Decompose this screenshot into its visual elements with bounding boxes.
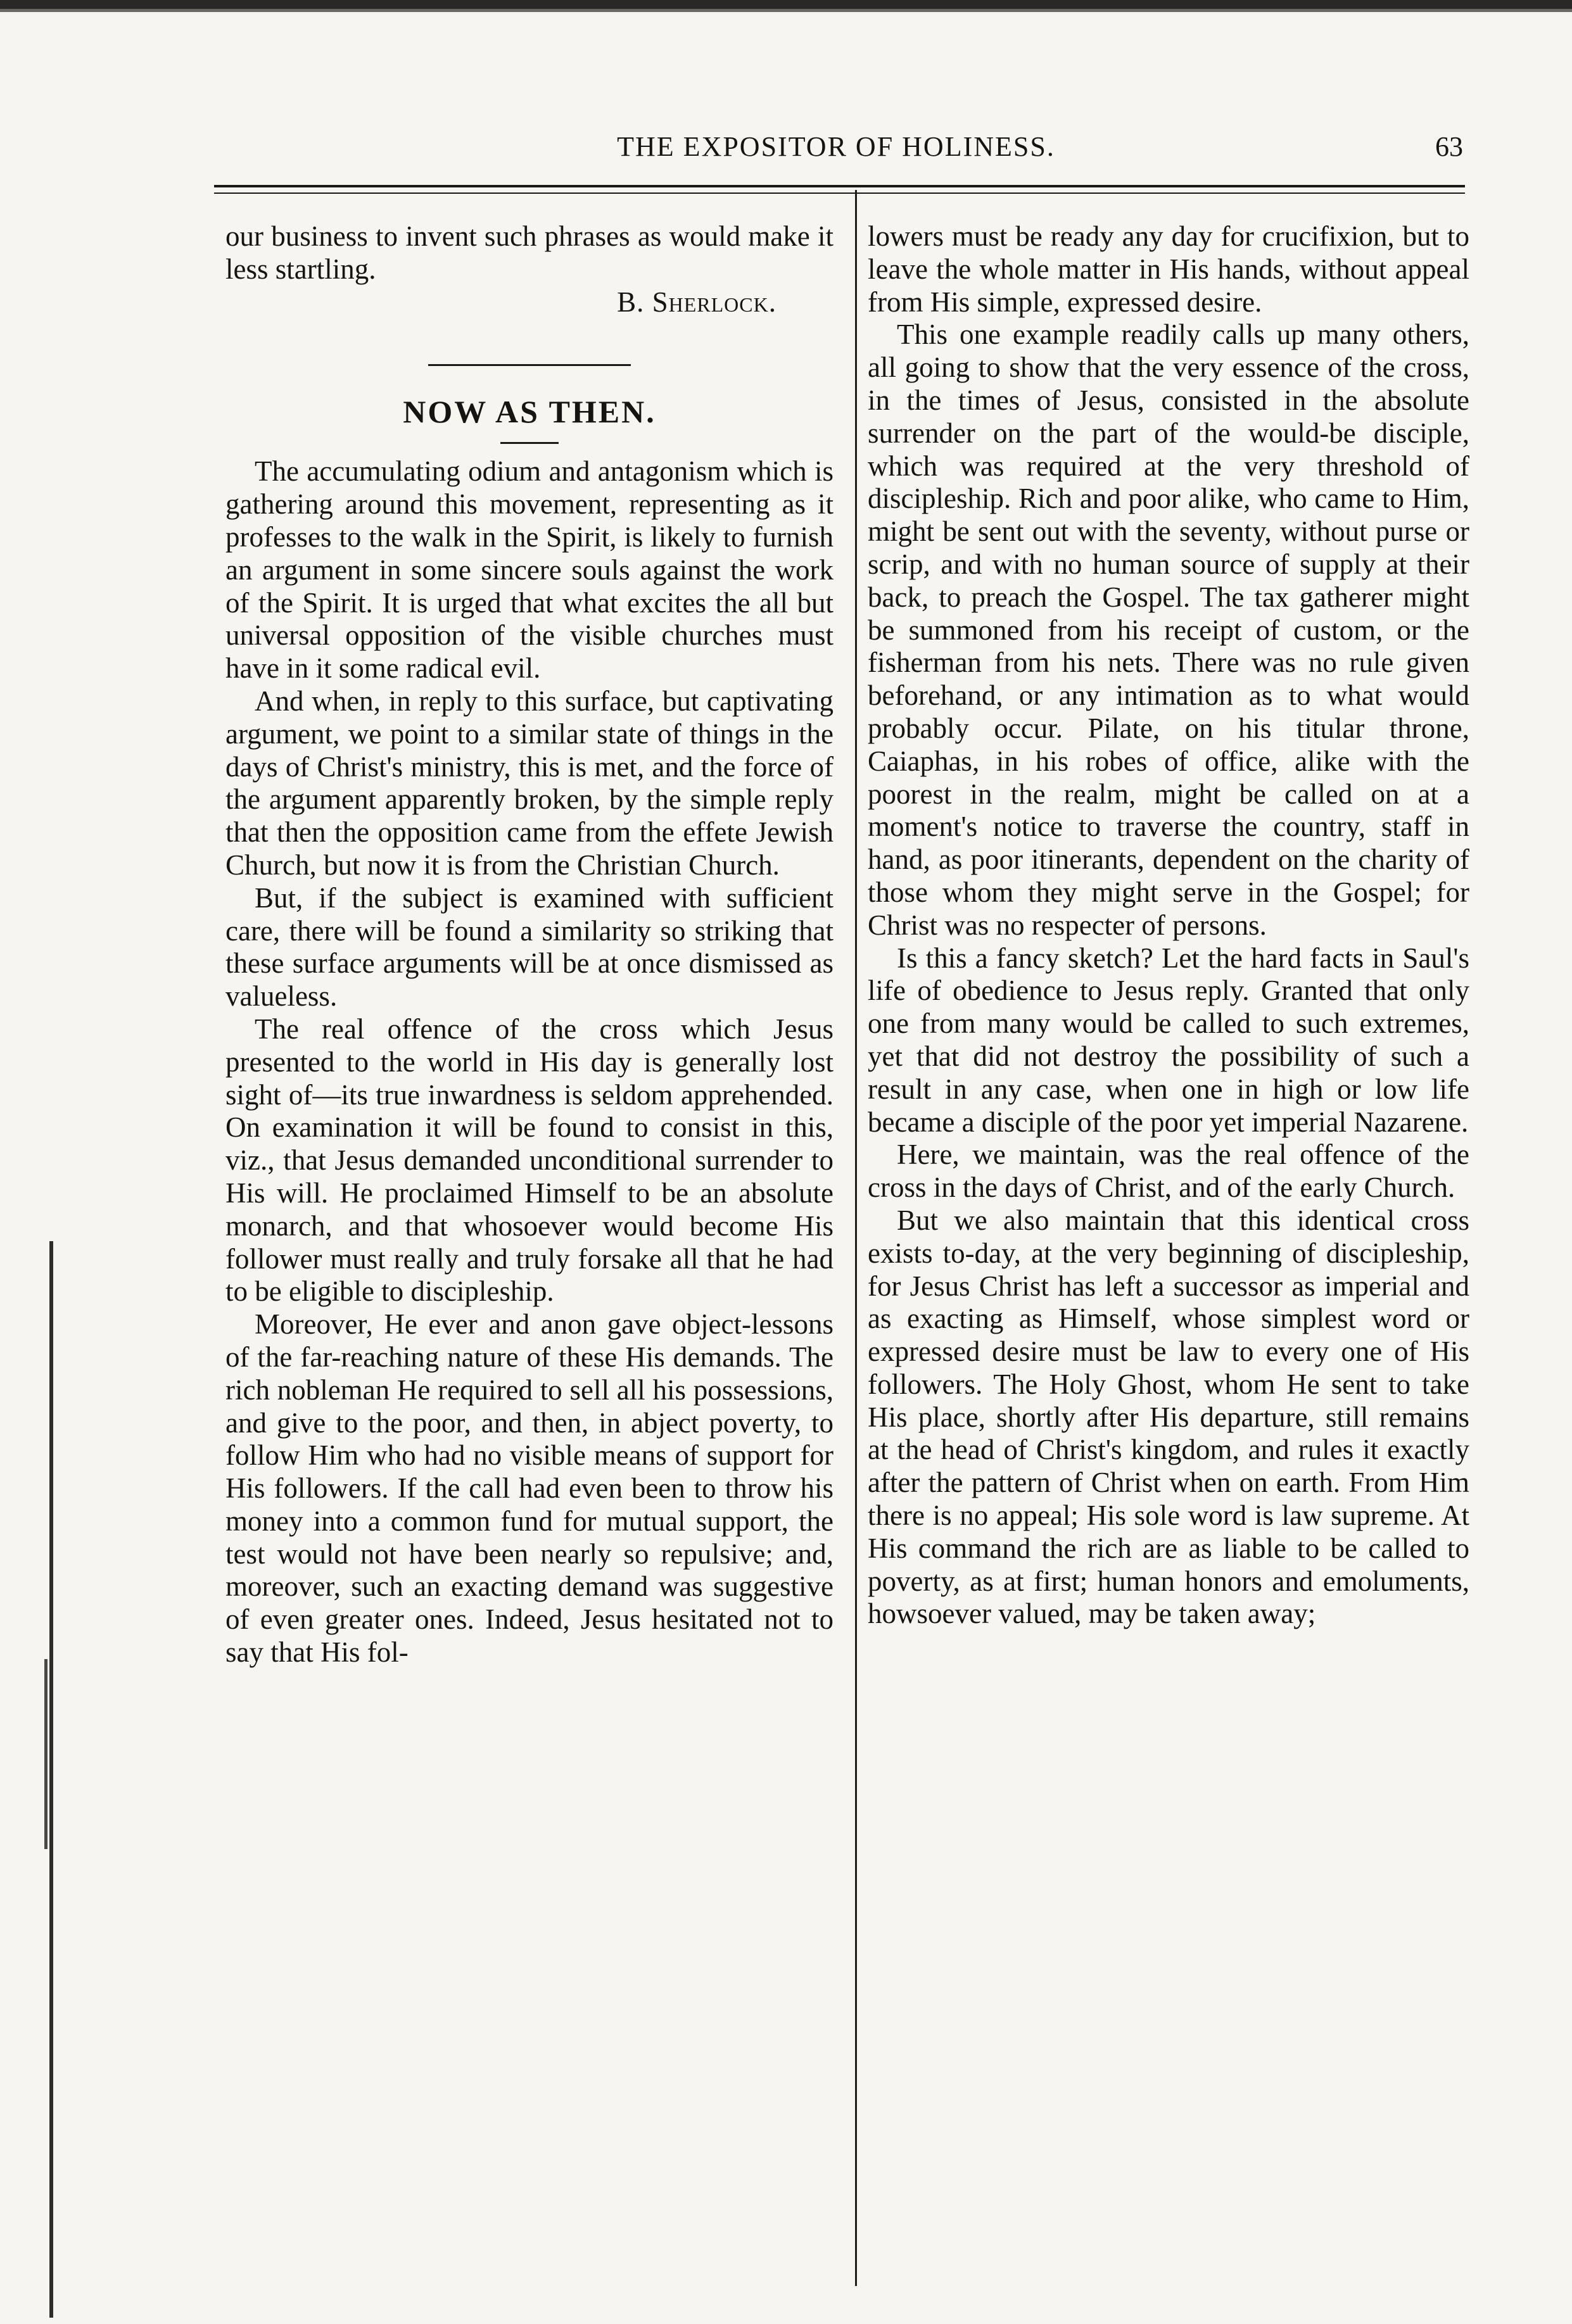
continuation-paragraph: lowers must be ready any day for crucifixion, but to leave the whole matter in His hands, without appeal from His simple, expressed desire. [868,220,1469,318]
signature: B. Sherlock. [617,286,776,318]
scan-edge-top [0,0,1572,9]
header-rule-thin [214,193,1465,194]
paragraph: The real offence of the cross which Jesus presented to the world in His day is generally lost sight of—its true inwardness is seldom apprehended. On examination it will be found to consist in this, viz., that Jesus demanded unconditional surrender to His will. He proclaimed Himself to be an absolute monarch, and that whosoever would become His follower must really and truly forsake all that he had to be eligible to discipleship. [225,1013,834,1308]
scan-edge-top-shadow [0,9,1572,12]
header-rule [214,185,1465,187]
paragraph: But we also maintain that this identical cross exists to-day, at the very beginning of discipleship, for Jesus Christ has left a successor as imperial and as exacting as Himself, whose simplest word or expressed desire must be law to every one of His followers. The Holy Ghost, whom He sent to take His place, shortly after His departure, still remains at the head of Christ's kingdom, and rules it exactly after the pattern of Christ when on earth. From Him there is no appeal; His sole word is law supreme. At His command the rich are as liable to be called to poverty, as at first; human honors and emoluments, howsoever valued, may be taken away; [868,1204,1469,1630]
paragraph: Moreover, He ever and anon gave object-lessons of the far-reaching nature of these His demands. The rich nobleman He required to sell all his possessions, and give to the poor, and then, in abject poverty, to follow Him who had no visible means of support for His followers. If the call had even been to throw his money into a common fund for mutual support, the test would not have been nearly so repulsive; and, moreover, such an exacting demand was suggestive of even greater ones. Indeed, Jesus hesitated not to say that His fol- [225,1308,834,1669]
paragraph: And when, in reply to this surface, but captivating argument, we point to a similar state of things in the days of Christ's ministry, this is met, and the force of the argument apparently broken, by the simple reply that then the opposition came from the effete Jewish Church, but now it is from the Christian Church. [225,685,834,881]
paragraph: Is this a fancy sketch? Let the hard facts in Saul's life of obedience to Jesus reply. Granted that only one from many would be called to such extremes, yet that did not destroy the possibility of such a result in any case, when one in high or low life became a disciple of the poor yet imperial Nazarene. [868,942,1469,1138]
paragraph: This one example readily calls up many others, all going to show that the very essence of the cross, in the times of Jesus, consisted in the absolute surrender on the part of the would-be disciple, which was required at the very threshold of discipleship. Rich and poor alike, who came to Him, might be sent out with the seventy, without purse or scrip, and with no human source of supply at their back, to preach the Gospel. The tax gatherer might be summoned from his receipt of custom, or the fisherman from his nets. There was no rule given beforehand, or any intimation as to what would probably occur. Pilate, on his titular throne, Caiaphas, in his robes of office, alike with the poorest in the realm, might be called on at a moment's notice to traverse the country, staff in hand, as poor itinerants, dependent on the charity of those whom they might serve in the Gospel; for Christ was no respecter of persons. [868,319,1469,941]
section-separator [428,364,631,366]
page-number: 63 [1435,131,1463,162]
intro-paragraph: our business to invent such phrases as would make it less startling. [225,220,834,285]
paragraph: But, if the subject is examined with sufficient care, there will be found a similarity so striking that these surface arguments will be at once dismissed as valueless. [225,881,834,1013]
scan-edge-left-mark-secondary [44,1659,48,1849]
paragraph: Here, we maintain, was the real offence of the cross in the days of Christ, and of the early Church. [868,1139,1469,1204]
scan-edge-left-mark [49,1241,53,2318]
left-column [225,220,834,1669]
paragraph: The accumulating odium and antagonism which is gathering around this movement, representing as it professes to the walk in the Spirit, is likely to furnish an argument in some sincere souls against the work of the Spirit. It is urged that what excites the all but universal opposition of the visible churches must have in it some radical evil. [225,455,834,685]
page-header [209,130,1463,181]
column-divider [855,190,857,2286]
section-heading: NOW AS THEN. [403,394,656,430]
right-column [868,220,1469,1631]
running-title: THE EXPOSITOR OF HOLINESS. [617,131,1055,162]
heading-rule [500,442,559,444]
